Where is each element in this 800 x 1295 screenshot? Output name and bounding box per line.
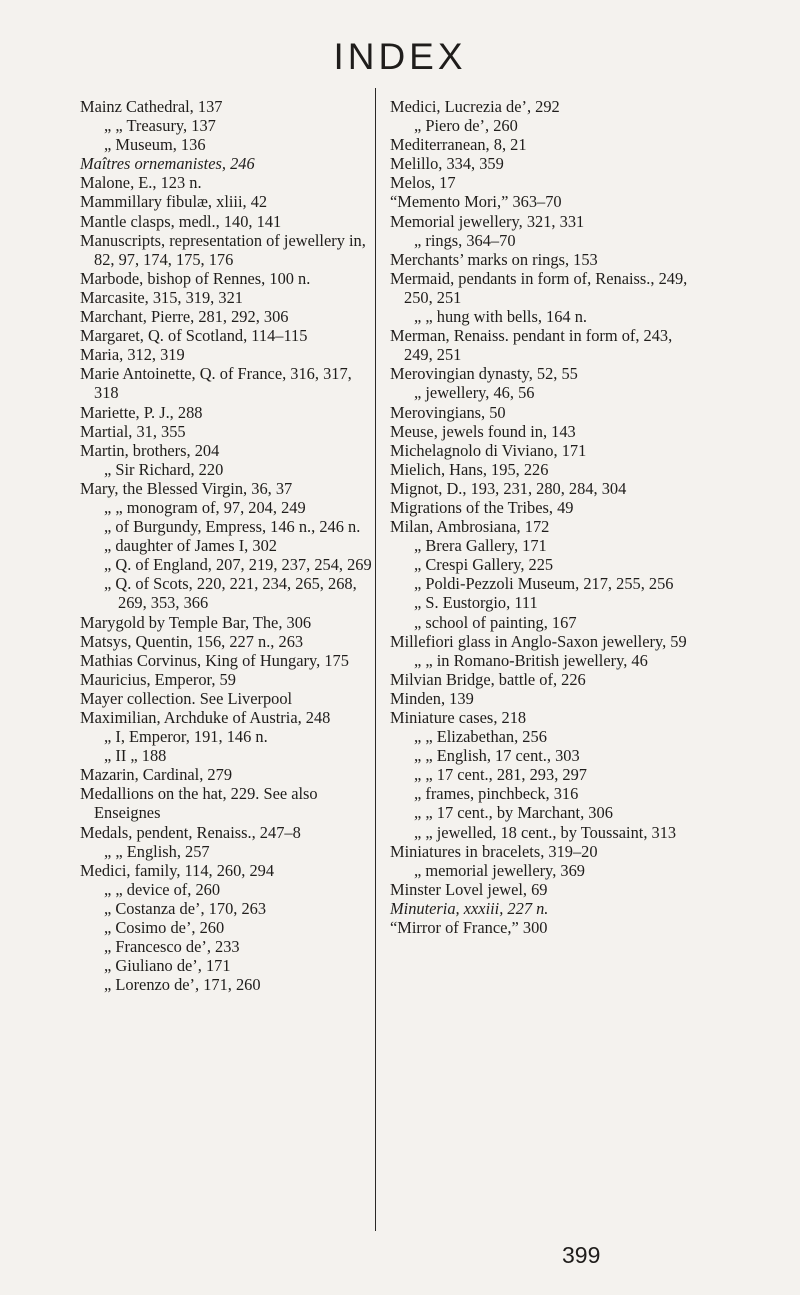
index-entry: Mignot, D., 193, 231, 280, 284, 304 <box>390 478 627 498</box>
index-entry: Maîtres ornemanistes, 246 <box>80 154 255 174</box>
index-entry: Mammillary fibulæ, xliii, 42 <box>80 192 268 212</box>
index-entry: “Memento Mori,” 363–70 <box>390 192 562 212</box>
index-entry: „ „ jewelled, 18 cent., by Toussaint, 313 <box>414 822 677 842</box>
index-entry: „ „ 17 cent., 281, 293, 297 <box>414 765 587 785</box>
index-entry: „ „ in Romano-British jewellery, 46 <box>414 650 648 670</box>
index-entry: „ Cosimo de’, 260 <box>104 918 225 938</box>
index-entry: Mazarin, Cardinal, 279 <box>80 765 233 785</box>
index-entry: „ „ 17 cent., by Marchant, 306 <box>414 803 613 823</box>
index-entry: Medallions on the hat, 229. See also Enseignes <box>80 784 318 823</box>
index-entry: Milvian Bridge, battle of, 226 <box>390 669 586 689</box>
index-entry: Mariette, P. J., 288 <box>80 402 203 422</box>
index-entry: Michelagnolo di Viviano, 171 <box>390 440 587 460</box>
index-entry: Malone, E., 123 n. <box>80 173 202 193</box>
index-entry: Maria, 312, 319 <box>80 345 185 365</box>
index-entry: „ Costanza de’, 170, 263 <box>104 898 267 918</box>
index-entry: Merman, Renaiss. pendant in form of, 243, 249, 251 <box>390 326 673 365</box>
index-entry: „ Lorenzo de’, 171, 260 <box>104 975 261 995</box>
index-entry: Margaret, Q. of Scotland, 114–115 <box>80 326 308 346</box>
index-entry: „ frames, pinchbeck, 316 <box>414 784 579 804</box>
index-entry: „ „ Elizabethan, 256 <box>414 727 547 747</box>
index-entry: Memorial jewellery, 321, 331 <box>390 211 585 231</box>
index-entry: Minuteria, xxxiii, 227 n. <box>390 898 549 918</box>
index-entry: Medals, pendent, Renaiss., 247–8 <box>80 822 301 842</box>
index-entry: Miniatures in bracelets, 319–20 <box>390 841 598 861</box>
index-entry: Meuse, jewels found in, 143 <box>390 421 576 441</box>
index-entry: „ Crespi Gallery, 225 <box>414 555 554 575</box>
index-entry: Mainz Cathedral, 137 <box>80 97 223 116</box>
index-entry: Mantle clasps, medl., 140, 141 <box>80 211 282 231</box>
index-entry: „ jewellery, 46, 56 <box>414 383 535 403</box>
index-entry: „ school of painting, 167 <box>414 612 577 632</box>
index-entry: Merovingians, 50 <box>390 402 506 422</box>
index-entry: „ II „ 188 <box>104 746 167 766</box>
index-entry: Minster Lovel jewel, 69 <box>390 879 548 899</box>
index-entry: Mayer collection. See Liverpool <box>80 688 293 708</box>
index-entry: Migrations of the Tribes, 49 <box>390 497 574 517</box>
index-entry: Medici, Lucrezia de’, 292 <box>390 97 560 116</box>
index-entry: „ Brera Gallery, 171 <box>414 536 547 556</box>
index-entry: Millefiori glass in Anglo-Saxon jewellery, 59 <box>390 631 687 651</box>
index-entry: Mauricius, Emperor, 59 <box>80 669 236 689</box>
index-entry: Miniature cases, 218 <box>390 708 527 727</box>
index-entry: Medici, family, 114, 260, 294 <box>80 860 275 880</box>
index-entry: „ „ hung with bells, 164 n. <box>414 307 587 327</box>
page-number: 399 <box>562 1242 601 1268</box>
index-entry: Merovingian dynasty, 52, 55 <box>390 364 578 384</box>
index-entry: „ I, Emperor, 191, 146 n. <box>104 727 268 747</box>
index-entry: Mermaid, pendants in form of, Renaiss., 249, 250, 251 <box>390 268 688 307</box>
index-entry: „ Poldi-Pezzoli Museum, 217, 255, 256 <box>414 574 674 594</box>
index-entry: „ Museum, 136 <box>104 135 206 155</box>
index-entry: Mielich, Hans, 195, 226 <box>390 459 549 479</box>
index-entry: Milan, Ambrosiana, 172 <box>390 517 550 537</box>
index-entry: Marchant, Pierre, 281, 292, 306 <box>80 307 289 327</box>
left-column <box>80 97 372 994</box>
index-entry: Martin, brothers, 204 <box>80 440 220 460</box>
column-divider <box>375 88 376 1231</box>
index-entry: “Mirror of France,” 300 <box>390 918 548 938</box>
index-entry: „ of Burgundy, Empress, 146 n., 246 n. <box>104 517 361 537</box>
index-entry: „ memorial jewellery, 369 <box>414 860 585 880</box>
index-entry: „ Sir Richard, 220 <box>104 459 224 479</box>
index-entry: Marcasite, 315, 319, 321 <box>80 287 243 307</box>
index-entry: Marbode, bishop of Rennes, 100 n. <box>80 268 311 288</box>
index-entry: Martial, 31, 355 <box>80 421 186 441</box>
index-entry: Mediterranean, 8, 21 <box>390 135 527 155</box>
index-entry: „ rings, 364–70 <box>414 230 516 250</box>
index-entry: „ Piero de’, 260 <box>414 116 518 136</box>
index-entry: „ „ device of, 260 <box>104 879 221 899</box>
index-entry: „ „ Treasury, 137 <box>104 116 216 136</box>
index-entry: Minden, 139 <box>390 688 474 708</box>
index-entry: „ Giuliano de’, 171 <box>104 956 231 976</box>
index-entry: „ Q. of Scots, 220, 221, 234, 265, 268, 269, 353, 366 <box>104 574 357 613</box>
page-title: INDEX <box>333 36 467 77</box>
index-entry: Merchants’ marks on rings, 153 <box>390 249 598 269</box>
index-entry: Marie Antoinette, Q. of France, 316, 317, 318 <box>80 364 352 403</box>
index-entry: Matsys, Quentin, 156, 227 n., 263 <box>80 631 304 651</box>
index-entry: „ „ English, 257 <box>104 841 210 861</box>
index-entry: „ S. Eustorgio, 111 <box>414 593 538 613</box>
right-column <box>390 97 698 937</box>
index-entry: Manuscripts, representation of jewellery in, 82, 97, 174, 175, 176 <box>80 230 366 269</box>
index-entry: Mathias Corvinus, King of Hungary, 175 <box>80 650 349 670</box>
index-entry: „ „ monogram of, 97, 204, 249 <box>104 497 306 517</box>
index-entry: Maximilian, Archduke of Austria, 248 <box>80 708 331 727</box>
index-entry: Mary, the Blessed Virgin, 36, 37 <box>80 478 293 498</box>
index-entry: Melillo, 334, 359 <box>390 154 504 174</box>
index-entry: „ „ English, 17 cent., 303 <box>414 746 580 766</box>
index-entry: Marygold by Temple Bar, The, 306 <box>80 612 312 632</box>
index-entry: Melos, 17 <box>390 173 456 193</box>
index-entry: „ Q. of England, 207, 219, 237, 254, 269 <box>104 555 372 575</box>
index-entry: „ daughter of James I, 302 <box>104 536 277 556</box>
index-entry: „ Francesco de’, 233 <box>104 937 240 957</box>
